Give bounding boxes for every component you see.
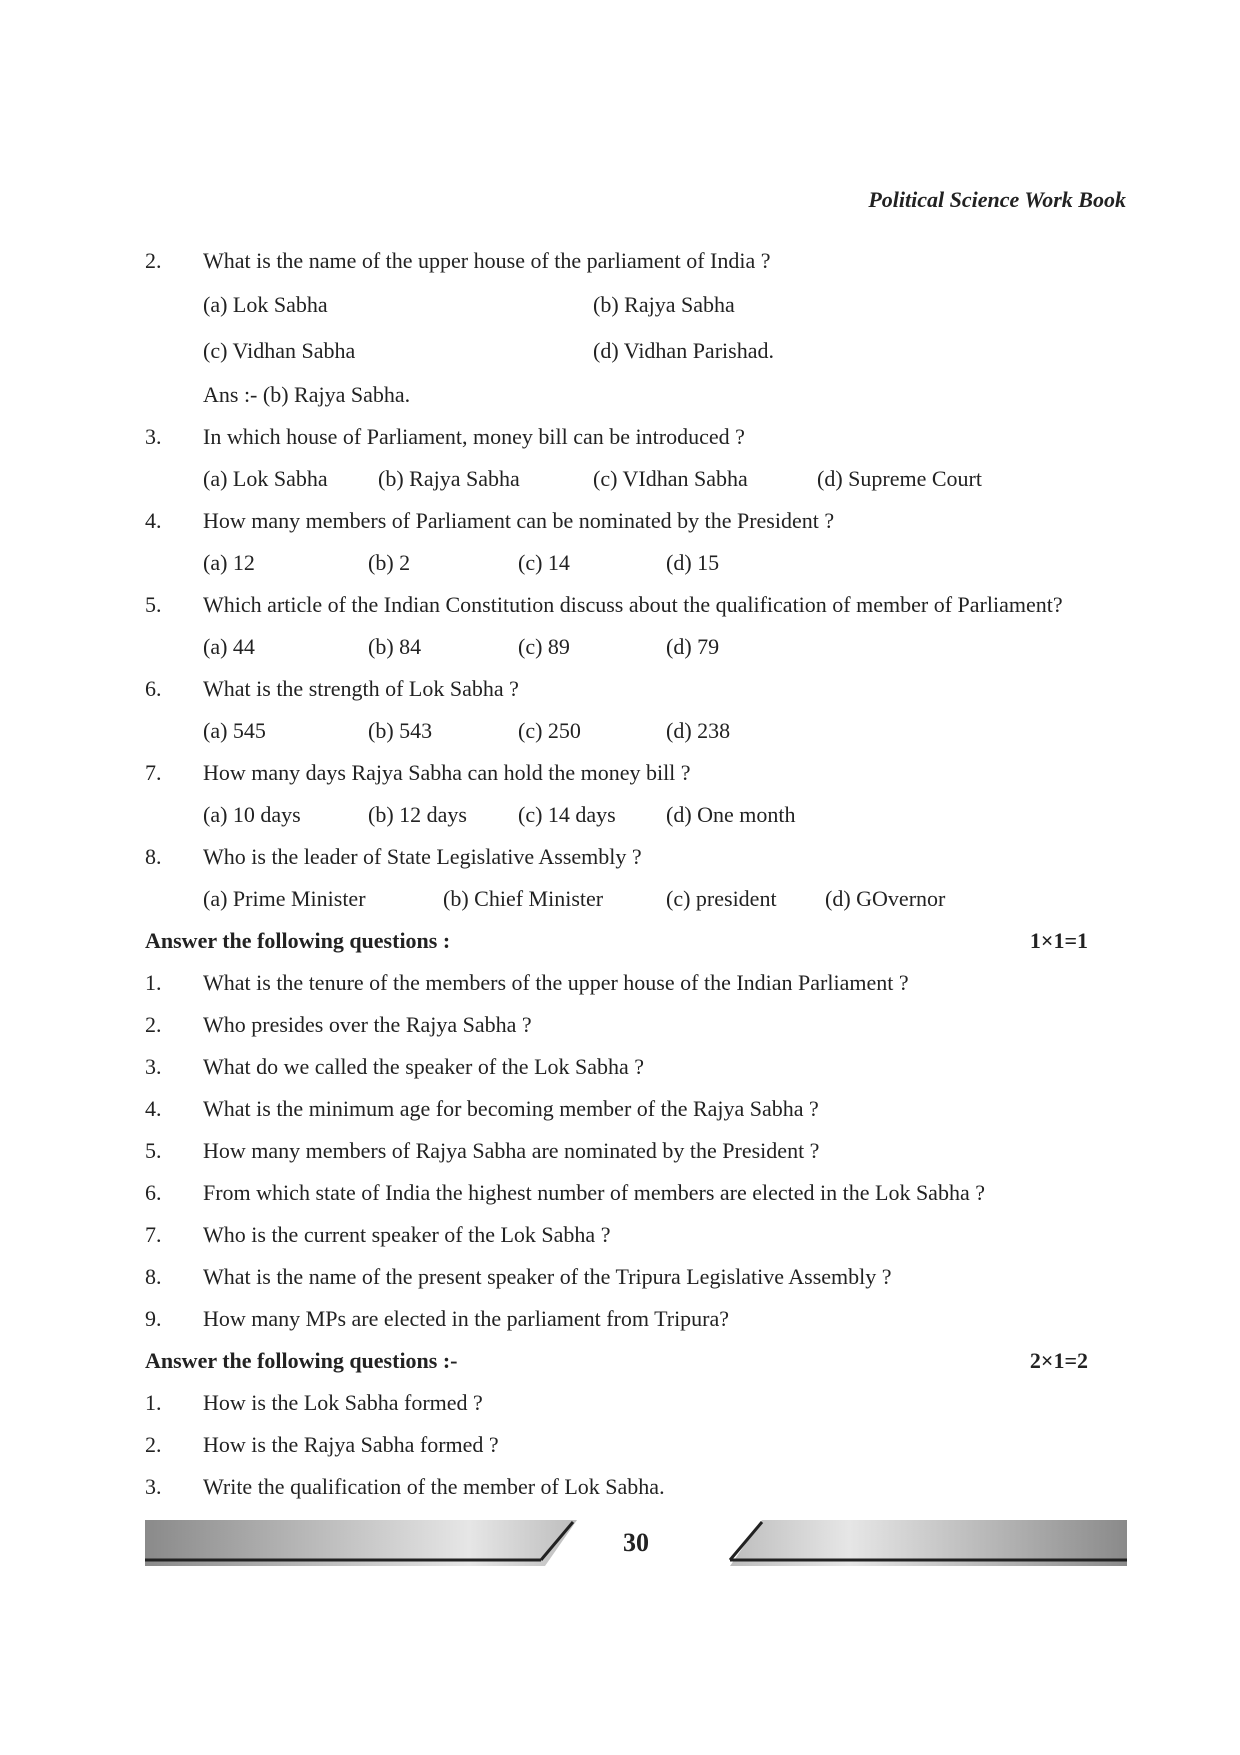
question-text: Which article of the Indian Constitution discuss about the qualification of member of Parliament? (203, 592, 1063, 617)
question-number: 5. (145, 592, 162, 617)
short-question (145, 1298, 1125, 1340)
question-text: Who is the leader of State Legislative Assembly ? (203, 844, 642, 869)
option: (b) 2 (368, 550, 411, 575)
option: (c) 89 (518, 634, 570, 659)
question-number: 4. (145, 1096, 162, 1121)
short-question (145, 1214, 1125, 1256)
question-text: What do we called the speaker of the Lok Sabha ? (203, 1054, 645, 1079)
mcq-question (145, 584, 1125, 626)
options-row (145, 282, 1125, 328)
option: (d) Vidhan Parishad. (593, 338, 774, 363)
option: (b) 12 days (368, 802, 467, 827)
option: (d) Supreme Court (817, 466, 982, 491)
option: (c) Vidhan Sabha (203, 338, 356, 363)
question-text: Who presides over the Rajya Sabha ? (203, 1012, 532, 1037)
question-number: 1. (145, 1390, 162, 1415)
option: (b) 84 (368, 634, 422, 659)
section-heading (145, 1340, 1125, 1382)
question-text: What is the tenure of the members of the upper house of the Indian Parliament ? (203, 970, 909, 995)
answer-text: Ans :- (b) Rajya Sabha. (203, 382, 411, 407)
option: (a) 12 (203, 550, 255, 575)
question-number: 6. (145, 1180, 162, 1205)
option: (b) Chief Minister (443, 886, 604, 911)
option: (c) 250 (518, 718, 581, 743)
short-question (145, 1424, 1125, 1466)
option: (a) 545 (203, 718, 266, 743)
section-marks: 2×1=2 (1029, 1348, 1088, 1373)
option: (c) 14 (518, 550, 570, 575)
question-text: What is the strength of Lok Sabha ? (203, 676, 519, 701)
question-number: 3. (145, 424, 162, 449)
question-number: 7. (145, 760, 162, 785)
short-question (145, 1046, 1125, 1088)
question-text: What is the name of the upper house of the parliament of India ? (203, 248, 771, 273)
option: (b) Rajya Sabha (378, 466, 520, 491)
question-text: Write the qualification of the member of Lok Sabha. (203, 1474, 665, 1499)
question-number: 2. (145, 1012, 162, 1037)
question-number: 3. (145, 1054, 162, 1079)
option: (a) Lok Sabha (203, 292, 328, 317)
section-marks: 1×1=1 (1029, 928, 1088, 953)
options-row (145, 794, 1125, 836)
options-row (145, 328, 1125, 374)
question-number: 3. (145, 1474, 162, 1499)
options-row (145, 542, 1125, 584)
running-header: Political Science Work Book (868, 187, 1126, 212)
question-text: What is the name of the present speaker of the Tripura Legislative Assembly ? (203, 1264, 892, 1289)
option: (d) One month (666, 802, 796, 827)
mcq-question (145, 240, 1125, 282)
question-text: In which house of Parliament, money bill can be introduced ? (203, 424, 745, 449)
option: (b) Rajya Sabha (593, 292, 735, 317)
section-title: Answer the following questions : (145, 928, 451, 953)
page-content (145, 240, 1125, 1508)
option: (a) Lok Sabha (203, 466, 328, 491)
short-question (145, 962, 1125, 1004)
question-text: How is the Lok Sabha formed ? (203, 1390, 483, 1415)
option: (c) VIdhan Sabha (593, 466, 748, 491)
option: (c) president (666, 886, 777, 911)
short-question (145, 1004, 1125, 1046)
question-number: 2. (145, 248, 162, 273)
short-question (145, 1256, 1125, 1298)
section-title: Answer the following questions :- (145, 1348, 458, 1373)
mcq-question (145, 500, 1125, 542)
mcq-question (145, 752, 1125, 794)
options-row (145, 626, 1125, 668)
question-number: 8. (145, 1264, 162, 1289)
question-number: 8. (145, 844, 162, 869)
question-text: From which state of India the highest number of members are elected in the Lok Sabha ? (203, 1180, 985, 1205)
short-question (145, 1382, 1125, 1424)
question-text: How many days Rajya Sabha can hold the money bill ? (203, 760, 691, 785)
mcq-question (145, 668, 1125, 710)
option: (d) 79 (666, 634, 720, 659)
options-row (145, 878, 1125, 920)
option: (a) Prime Minister (203, 886, 366, 911)
question-number: 9. (145, 1306, 162, 1331)
question-text: How many MPs are elected in the parliament from Tripura? (203, 1306, 730, 1331)
option: (b) 543 (368, 718, 433, 743)
question-text: How many members of Rajya Sabha are nominated by the President ? (203, 1138, 820, 1163)
section-heading (145, 920, 1125, 962)
option: (d) 15 (666, 550, 720, 575)
page-number: 30 (623, 1528, 649, 1557)
mcq-question (145, 836, 1125, 878)
option: (c) 14 days (518, 802, 616, 827)
option: (d) GOvernor (825, 886, 946, 911)
short-question (145, 1088, 1125, 1130)
question-number: 1. (145, 970, 162, 995)
options-row (145, 458, 1125, 500)
question-number: 4. (145, 508, 162, 533)
short-question (145, 1466, 1125, 1508)
question-text: How many members of Parliament can be nominated by the President ? (203, 508, 835, 533)
mcq-question (145, 416, 1125, 458)
question-number: 5. (145, 1138, 162, 1163)
question-text: How is the Rajya Sabha formed ? (203, 1432, 499, 1457)
option: (a) 44 (203, 634, 255, 659)
question-number: 7. (145, 1222, 162, 1247)
option: (d) 238 (666, 718, 731, 743)
option: (a) 10 days (203, 802, 301, 827)
question-text: Who is the current speaker of the Lok Sabha ? (203, 1222, 611, 1247)
short-question (145, 1130, 1125, 1172)
options-row (145, 710, 1125, 752)
page-footer (145, 1520, 1127, 1570)
question-number: 6. (145, 676, 162, 701)
question-text: What is the minimum age for becoming member of the Rajya Sabha ? (203, 1096, 819, 1121)
question-number: 2. (145, 1432, 162, 1457)
short-question (145, 1172, 1125, 1214)
